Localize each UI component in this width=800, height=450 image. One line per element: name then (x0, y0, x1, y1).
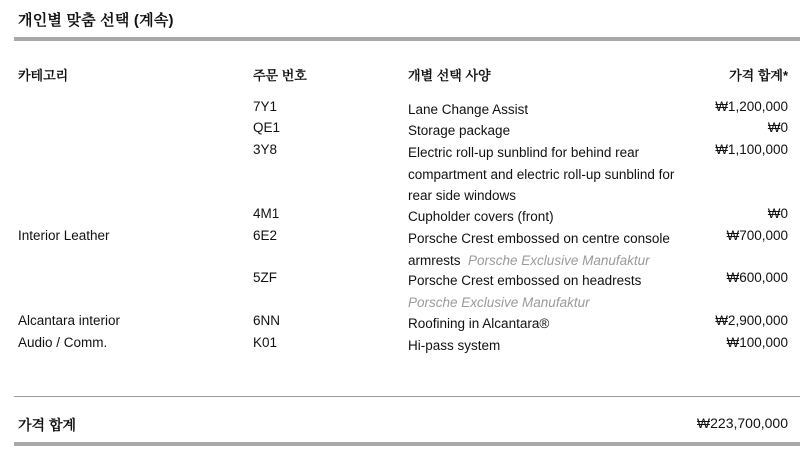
total-divider (14, 396, 800, 397)
row-option (408, 313, 693, 335)
row-option (408, 120, 693, 142)
row-tag: Porsche Exclusive Manufaktur (468, 252, 650, 268)
row-option (408, 206, 693, 228)
header-price: 가격 합계* (729, 68, 788, 83)
row-option (408, 99, 693, 121)
row-option (408, 335, 693, 357)
row-option-text: Electric roll-up sunblind for behind rear compartment and electric roll-up sunblind for rear side windows (408, 145, 675, 203)
row-option (408, 270, 693, 313)
row-price: ₩0 (767, 120, 788, 135)
row-code: 6E2 (253, 228, 278, 243)
row-price: ₩2,900,000 (715, 313, 788, 328)
row-price: ₩700,000 (726, 228, 788, 243)
header-code: 주문 번호 (253, 68, 307, 83)
row-code: 4M1 (253, 206, 280, 221)
row-option-text: Porsche Crest embossed on centre console armrests (408, 231, 670, 268)
header-option: 개별 선택 사양 (408, 68, 491, 83)
row-option-text: Cupholder covers (front) (408, 209, 554, 224)
row-price: ₩600,000 (726, 270, 788, 285)
row-option (408, 142, 693, 207)
row-category: Interior Leather (18, 228, 110, 243)
row-code: K01 (253, 335, 278, 350)
row-tag: Porsche Exclusive Manufaktur (408, 294, 590, 310)
row-code: QE1 (253, 120, 281, 135)
page-title: 개인별 맞춤 선택 (계속) (18, 12, 174, 29)
row-category: Audio / Comm. (18, 335, 108, 350)
row-code: 5ZF (253, 270, 278, 285)
row-price: ₩1,100,000 (715, 142, 788, 157)
total-label: 가격 합계 (18, 417, 76, 433)
row-option-text: Porsche Crest embossed on headrests (408, 273, 642, 288)
row-code: 7Y1 (253, 99, 278, 114)
row-option-text: Lane Change Assist (408, 102, 529, 117)
row-option (408, 228, 693, 271)
row-option-text: Storage package (408, 123, 511, 138)
row-code: 6NN (253, 313, 281, 328)
header-category: 카테고리 (18, 68, 69, 83)
row-code: 3Y8 (253, 142, 278, 157)
bottom-divider (14, 442, 800, 446)
row-price: ₩1,200,000 (715, 99, 788, 114)
row-price: ₩0 (767, 206, 788, 221)
row-option-text: Hi-pass system (408, 338, 501, 353)
row-option-text: Roofining in Alcantara® (408, 316, 550, 331)
top-divider (14, 37, 800, 41)
row-category: Alcantara interior (18, 313, 121, 328)
total-value: ₩223,700,000 (696, 415, 788, 431)
row-price: ₩100,000 (726, 335, 788, 350)
